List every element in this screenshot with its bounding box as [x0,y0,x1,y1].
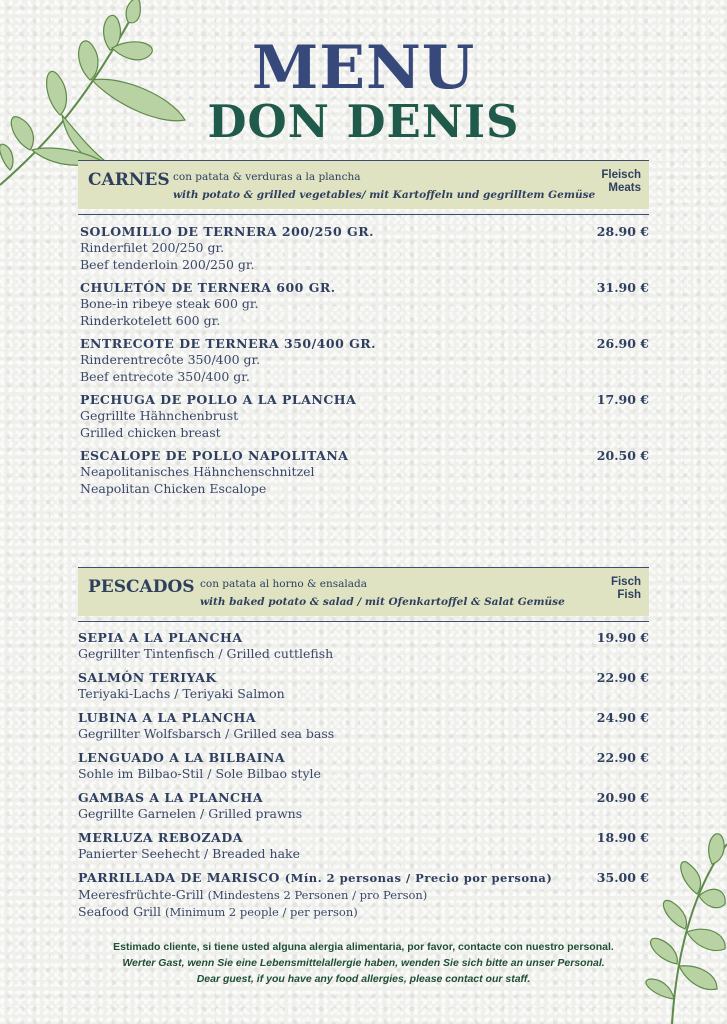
item-desc: Neapolitanisches Hähnchenschnitzel [80,464,315,479]
allergy-note-en: Dear guest, if you have any food allergies, please contact our staff. [196,973,531,985]
section-title: CARNES [88,170,170,190]
item-name: GAMBAS A LA PLANCHA [78,790,264,805]
item-desc: Gegrillter Tintenfisch / Grilled cuttlefish [78,646,334,661]
item-desc: Beef tenderloin 200/250 gr. [80,256,255,272]
item-price: 19.90 € [596,630,649,645]
menu-item [78,749,649,783]
section-subtitle-es: con patata al horno & ensalada [200,578,367,590]
item-price: 22.90 € [596,750,649,765]
item-desc: Seafood Grill (Minimum 2 people / per person) [78,903,358,919]
item-desc: Rinderkotelett 600 gr. [80,312,221,328]
item-desc: Panierter Seehecht / Breaded hake [78,846,300,861]
section-subtitle-es: con patata & verduras a la plancha [173,171,361,183]
item-name: LENGUADO A LA BILBAINA [78,750,286,765]
item-price: 24.90 € [596,710,649,725]
item-price: 26.90 € [596,336,649,351]
menu-item [78,629,649,663]
item-desc: Rinderfilet 200/250 gr. [80,240,225,255]
item-price: 20.90 € [596,790,649,805]
item-name: SALMÓN TERIYAK [78,670,217,685]
menu-title: MENU [251,33,476,103]
item-price: 31.90 € [596,280,649,295]
item-desc: Teriyaki-Lachs / Teriyaki Salmon [78,686,285,701]
menu-item [78,829,649,863]
menu-item [80,391,649,441]
item-price: 18.90 € [596,830,649,845]
item-name: MERLUZA REBOZADA [78,830,243,845]
item-price: 35.00 € [596,870,649,885]
item-desc: Rinderentrecôte 350/400 gr. [80,352,261,367]
item-desc: Neapolitan Chicken Escalope [80,480,267,496]
item-desc: Bone-in ribeye steak 600 gr. [80,296,259,311]
restaurant-name: DON DENIS [207,95,520,148]
item-name: SEPIA A LA PLANCHA [78,630,243,645]
item-price: 20.50 € [596,448,649,463]
item-name: ENTRECOTE DE TERNERA 350/400 GR. [80,336,377,351]
menu-item [78,869,649,920]
section-divider [78,214,649,215]
item-name: PECHUGA DE POLLO A LA PLANCHA [80,392,357,407]
item-desc: Gegrillter Wolfsbarsch / Grilled sea bass [78,726,335,741]
item-price: 28.90 € [596,224,649,239]
menu-item [80,335,649,385]
menu-item [80,447,649,497]
section-title: PESCADOS [88,577,195,597]
menu-item [78,669,649,703]
item-desc: Sohle im Bilbao-Stil / Sole Bilbao style [78,766,321,781]
section-subtitle-en-de: with baked potato & salad / mit Ofenkartoffel & Salat Gemüse [200,596,565,608]
section-header-carnes [78,160,649,209]
item-desc: Meeresfrüchte-Grill (Mindestens 2 Personen / pro Person) [78,887,428,902]
menu-item [80,279,649,329]
menu-item [78,789,649,823]
item-name: LUBINA A LA PLANCHA [78,710,257,725]
menu-item [78,709,649,743]
section-divider [78,621,649,622]
item-desc: Grilled chicken breast [80,424,221,440]
menu-item [80,223,649,273]
item-name: ESCALOPE DE POLLO NAPOLITANA [80,448,349,463]
item-desc: Gegrillte Hähnchenbrust [80,408,239,423]
section-subtitle-en-de: with potato & grilled vegetables/ mit Kartoffeln und gegrilltem Gemüse [173,189,596,201]
allergy-note-es: Estimado cliente, si tiene usted alguna alergia alimentaria, por favor, contacte con nuestro personal. [113,941,614,953]
item-name: PARRILLADA DE MARISCO (Mín. 2 personas / Precio por persona) [78,870,553,885]
item-price: 22.90 € [596,670,649,685]
item-name: SOLOMILLO DE TERNERA 200/250 GR. [80,224,374,239]
section-header-pescados [78,567,649,616]
item-desc: Beef entrecote 350/400 gr. [80,368,250,384]
item-price: 17.90 € [596,392,649,407]
section-language-labels: Fisch Fish [610,576,641,601]
item-desc: Gegrillte Garnelen / Grilled prawns [78,806,303,821]
section-language-labels: Fleisch Meats [601,169,641,194]
item-name: CHULETÓN DE TERNERA 600 GR. [80,280,336,295]
allergy-note-de: Werter Gast, wenn Sie eine Lebensmittelallergie haben, wenden Sie sich bitte an unser Personal. [122,957,605,969]
